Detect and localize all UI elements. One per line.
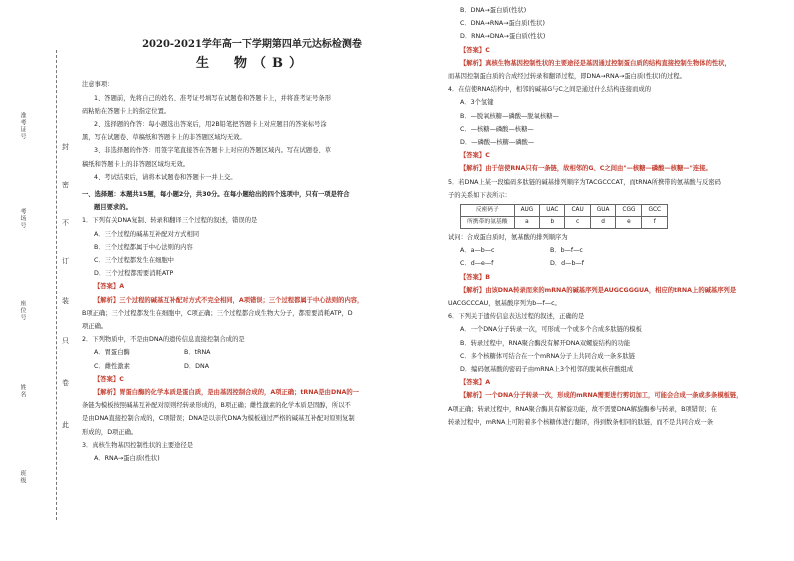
question-option: D．d—b—f <box>550 260 584 268</box>
question-option: B．—脱氧核糖—磷酸—脱氧核糖— <box>460 112 559 120</box>
right-column <box>448 0 784 429</box>
table-cell: AUG <box>514 205 540 217</box>
question-stem: 5．若DNA上某一段编码多肽链的碱基排列顺序为TACGCCCAT，而tRNA所携带的氨基酸与反密码 <box>448 178 721 186</box>
explanation-line: 形成的，D项正确。 <box>82 428 138 436</box>
field-exam-number: 准考证号 <box>19 112 26 140</box>
field-class: 班级 <box>19 470 26 484</box>
section-heading: 题目要求的。 <box>94 204 132 212</box>
table-cell: c <box>565 217 590 229</box>
notice-line: 稿纸和答题卡上的非答题区域均无效。 <box>82 160 190 168</box>
notice-line: 3、非选择题的作答：用签字笔直接答在答题卡上对应的答题区域内。写在试题卷、草 <box>94 147 331 155</box>
answer-label: 【答案】A <box>94 283 125 291</box>
explanation-line <box>448 284 784 297</box>
table-cell: GCC <box>642 205 668 217</box>
notice-line: 2、选择题的作答：每小题选出答案后，用2B铅笔把答题卡上对应题目的答案标号涂 <box>94 121 327 129</box>
answer-label: 【答案】C <box>460 152 490 160</box>
notice-line: 1、答题前，先将自己的姓名、准考证号填写在试题卷和答题卡上，并将准考证号条形 <box>94 94 331 102</box>
exam-title: 2020-2021学年高一下学期第四单元达标检测卷 <box>142 39 362 50</box>
explanation-line <box>448 162 784 175</box>
left-column <box>82 0 422 465</box>
table-header-cell: 所携带的氨基酸 <box>461 217 515 229</box>
seal-char: 卷 <box>62 379 69 387</box>
binding-margin <box>0 0 70 561</box>
explanation-text: 【解析】一个DNA分子转录一次，形成的mRNA需要进行剪切加工，可能会合成一条或多条模板链， <box>460 392 743 400</box>
question-stem: 4．在信使RNA结构中，相邻的碱基G与C之间是通过什么结构连接而成的 <box>448 86 651 94</box>
option-row <box>448 244 784 257</box>
question-option: A．3个氢键 <box>460 99 494 107</box>
table-row <box>461 217 668 229</box>
explanation-line: 条链为模板按照碱基互补配对原则经转录形成的，B项正确；雌性激素的化学本质是固醇，所以不 <box>82 402 351 410</box>
explanation-line: B项正确；三个过程都发生在细胞中，C项正确；三个过程都合成生物大分子，都需要消耗ATP，D <box>82 309 353 317</box>
option-row <box>82 346 422 359</box>
table-cell: CAU <box>565 205 590 217</box>
cut-line <box>56 50 57 520</box>
notice-line: 黑，写在试题卷、草稿纸和答题卡上的非答题区域均无效。 <box>82 134 246 142</box>
field-seat-number: 座位号 <box>19 300 26 321</box>
question-option: C．DNA→RNA→蛋白质(性状) <box>460 20 545 28</box>
question-stem: 6．下列关于遗传信息表达过程的叙述，正确的是 <box>448 313 585 321</box>
explanation-text: 【解析】胃蛋白酶的化学本质是蛋白质，是由基因控制合成的，A项正确；tRNA是由DNA的一 <box>94 389 359 397</box>
question-option: B．tRNA <box>184 349 211 357</box>
answer-label: 【答案】B <box>460 273 490 281</box>
explanation-line: 项正确。 <box>82 323 108 331</box>
explanation-line: 转录过程中，mRNA上可附着多个核糖体进行翻译，得到数条相同的肽链，而不是共同合成一条 <box>448 418 714 426</box>
question-option: C．—核糖—磷酸—核糖— <box>460 125 534 133</box>
question-stem: 1．下列有关DNA复制、转录和翻译三个过程的叙述，错误的是 <box>82 217 258 225</box>
explanation-line: UACGCCCAU，氨基酸序列为b—f—c。 <box>448 300 561 308</box>
table-row <box>461 205 668 217</box>
table-cell: e <box>616 217 642 229</box>
table-cell: GUA <box>590 205 616 217</box>
table-cell: f <box>642 217 668 229</box>
question-option: A．胃蛋白酶 <box>94 349 130 357</box>
question-option: C．d—e—f <box>460 260 494 268</box>
explanation-line: 是由DNA直接控制合成的，C项错误；DNA是以亲代DNA为模板通过严格的碱基互补配对原则复制 <box>82 415 355 423</box>
table-cell: CGG <box>616 205 642 217</box>
table-cell: UAC <box>540 205 565 217</box>
option-row <box>448 257 784 270</box>
codon-table <box>460 204 668 229</box>
explanation-line: A项正确；转录过程中，RNA聚合酶具有解旋功能，故不需要DNA解旋酶参与转录，B项错误；在 <box>448 405 717 413</box>
question-option: D．三个过程都需要消耗ATP <box>94 270 174 278</box>
question-stem: 子的关系如下表所示： <box>448 191 511 199</box>
option-row <box>82 360 422 373</box>
exam-subject: 生 物（B） <box>196 56 308 72</box>
answer-label: 【答案】C <box>94 375 124 383</box>
explanation-text: 【解析】真核生物基因控制性状的主要途径是基因通过控制蛋白质的结构直接控制生物体的性状， <box>460 59 731 67</box>
explanation-line <box>448 389 784 402</box>
seal-char: 不 <box>62 219 69 227</box>
notice-line: 4、考试结束后，请将本试题卷和答题卡一并上交。 <box>94 173 237 181</box>
seal-char: 只 <box>62 337 69 345</box>
table-cell: d <box>590 217 616 229</box>
field-name: 姓名 <box>19 384 26 398</box>
question-stem: 试问：合成蛋白质时，氨基酸的排列顺序为 <box>448 234 568 242</box>
answer-label: 【答案】A <box>460 379 491 387</box>
field-exam-room: 考场号 <box>19 208 26 229</box>
seal-char: 装 <box>62 297 69 305</box>
explanation-text: 【解析】由于信使RNA只有一条链，故相邻的G、C之间由"—核糖—磷酸—核糖—"连接。 <box>460 165 712 173</box>
question-stem: 3．真核生物基因控制性状的主要途径是 <box>82 441 194 449</box>
question-option: C．雌性激素 <box>94 362 130 370</box>
question-option: A．一个DNA分子转录一次，可形成一个或多个合成多肽链的模板 <box>460 326 642 334</box>
question-option: B．转录过程中，RNA聚合酶没有解开DNA双螺旋结构的功能 <box>460 339 631 347</box>
question-option: D．RNA→DNA→蛋白质(性状) <box>460 33 546 41</box>
question-option: C．多个核糖体可结合在一个mRNA分子上共同合成一条多肽链 <box>460 352 636 360</box>
seal-char: 密 <box>62 181 69 189</box>
table-header-cell: 反密码子 <box>461 205 515 217</box>
question-option: B．DNA→蛋白质(性状) <box>460 7 527 14</box>
question-option: B．b—f—c <box>550 247 583 255</box>
question-option: B．三个过程都属于中心法则的内容 <box>94 243 193 251</box>
question-option: D．DNA <box>184 362 210 370</box>
answer-label: 【答案】C <box>460 46 490 54</box>
explanation-text: 【解析】由该DNA转录而来的mRNA的碱基序列是AUGCGGGUA，相应的tRNA上的碱基序列是 <box>460 286 737 294</box>
question-option: A．RNA→蛋白质(性状) <box>94 455 160 463</box>
notice-line: 码粘贴在答题卡上的指定位置。 <box>82 107 171 115</box>
seal-char: 封 <box>62 143 69 151</box>
question-option: A．a—b—c <box>460 247 495 255</box>
explanation-line <box>82 386 422 399</box>
notice-heading: 注意事项： <box>82 81 114 89</box>
section-heading: 一、选择题：本题共15题，每小题2分，共30分。在每小题给出的四个选项中，只有一项是符合 <box>82 191 350 199</box>
seal-char: 此 <box>62 421 69 429</box>
table-cell: b <box>540 217 565 229</box>
seal-char: 订 <box>62 257 69 265</box>
question-option: A．三个过程的碱基互补配对方式相同 <box>94 230 200 238</box>
explanation-line: 而基因控制蛋白质的合成经过转录和翻译过程，即DNA→RNA→蛋白质(性状)的过程。 <box>448 73 686 81</box>
explanation-line <box>448 57 784 70</box>
question-stem: 2．下列物质中，不是由DNA的遗传信息直接控制合成的是 <box>82 336 245 344</box>
explanation-text: 【解析】三个过程的碱基互补配对方式不完全相同，A项错误；三个过程都属于中心法则的内容， <box>94 296 364 304</box>
question-option: D．—磷酸—核糖—磷酸— <box>460 139 535 147</box>
explanation-line <box>82 294 422 307</box>
question-option: D．编码氨基酸的密码子由mRNA上3个相邻的脱氧核苷酸组成 <box>460 366 634 374</box>
question-option: C．三个过程都发生在细胞中 <box>94 257 174 265</box>
table-cell: a <box>514 217 540 229</box>
